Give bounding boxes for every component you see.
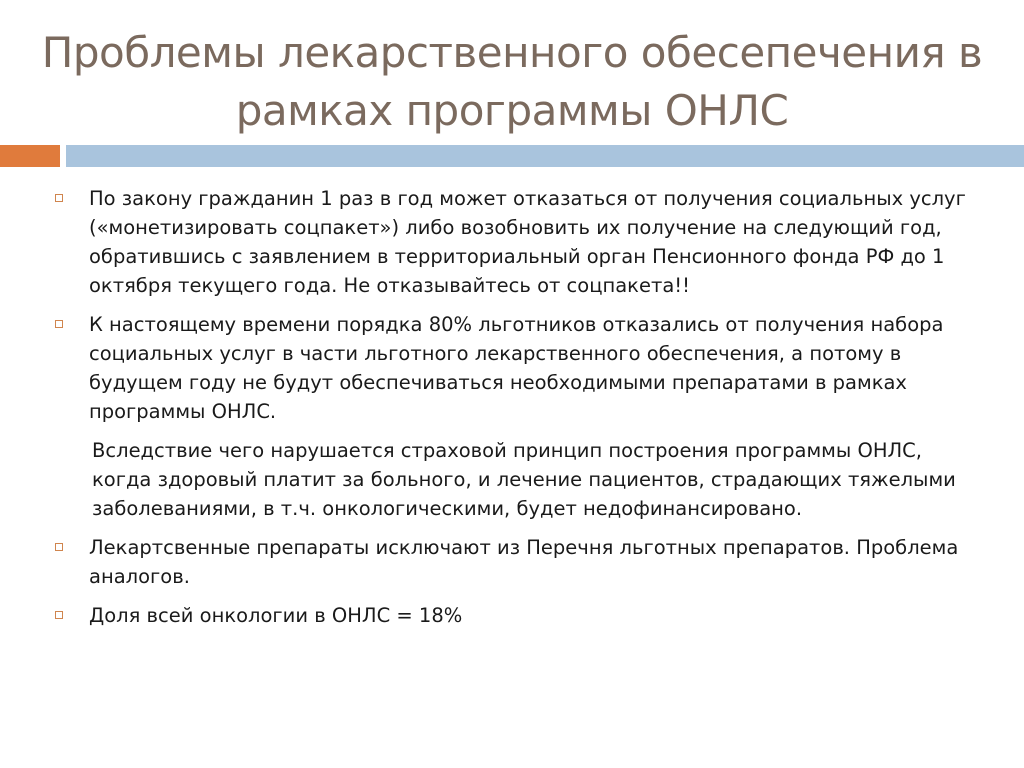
square-bullet-icon [55, 611, 63, 619]
bullet-item-3 [50, 533, 980, 591]
bullet-item-2-continuation: Вследствие чего нарушается страховой принцип построения программы ОНЛС, когда здоровый платит за больного, и лечение пациентов, страдающих тяжелыми заболеваниями, в т.ч. онкологическими, будет недофинансировано. [92, 439, 956, 520]
title-accent-bar-orange [0, 145, 60, 167]
bullet-item-1 [50, 184, 980, 300]
square-bullet-icon [55, 320, 63, 328]
slide-title: Проблемы лекарственного обесепечения в рамках программы ОНЛС [41, 28, 983, 135]
square-bullet-icon [55, 543, 63, 551]
square-bullet-icon [55, 194, 63, 202]
bullet-item-2 [50, 310, 980, 426]
title-accent-bar-blue [66, 145, 1024, 167]
slide-body [50, 184, 980, 640]
bullet-text: Лекартсвенные препараты исключают из Перечня льготных препаратов. Проблема аналогов. [89, 536, 959, 588]
bullet-text: Доля всей онкологии в ОНЛС = 18% [89, 604, 463, 627]
bullet-text: По закону гражданин 1 раз в год может отказаться от получения социальных услуг («монетизировать соцпакет») либо возобновить их получение на следующий год, обратившись с заявлением в территориальный орган Пенсионного фонда РФ до 1 октября текущего года. Не отказывайтесь от соцпакета!! [89, 187, 966, 297]
bullet-item-4 [50, 601, 980, 630]
bullet-text: К настоящему времени порядка 80% льготников отказались от получения набора социальных услуг в части льготного лекарственного обеспечения, а потому в будущем году не будут обеспечиваться необходимыми препаратами в рамках программы ОНЛС. [89, 313, 944, 423]
